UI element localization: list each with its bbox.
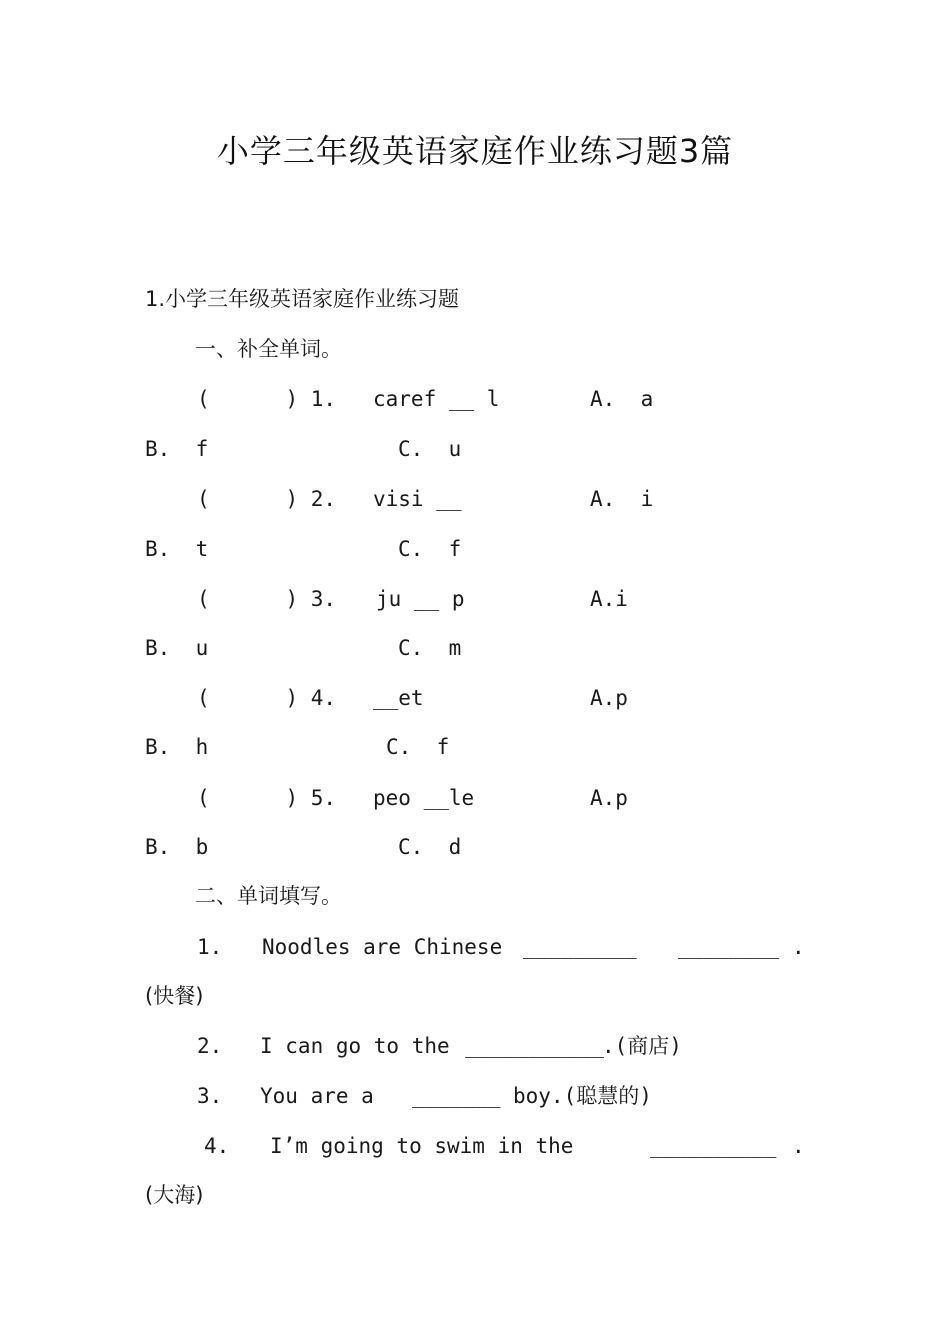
q4-number: 4.: [204, 1134, 230, 1158]
q3-end: boy.(聪慧的): [513, 1084, 652, 1108]
item2-option-b: B. t: [145, 537, 209, 561]
q2-text: I can go to the: [260, 1034, 450, 1058]
item4-option-a: A.p: [590, 686, 628, 710]
item2-number: ( ) 2.: [197, 487, 337, 511]
item3-word: ju __ p: [376, 587, 465, 611]
q1-hint: (快餐): [145, 984, 204, 1008]
q3-blank: _______: [412, 1084, 501, 1108]
item4-option-b: B. h: [145, 735, 209, 759]
item4-number: ( ) 4.: [197, 686, 337, 710]
q1-blank-2: ________: [678, 935, 780, 959]
item2-option-a: A. i: [590, 487, 654, 511]
item4-option-c: C. f: [386, 735, 450, 759]
q1-text: Noodles are Chinese: [262, 935, 503, 959]
item2-word: visi __: [373, 487, 462, 511]
item3-option-a: A.i: [590, 587, 628, 611]
q4-hint: (大海): [145, 1183, 204, 1207]
item1-option-b: B. f: [145, 437, 209, 461]
q4-blank: __________: [650, 1134, 777, 1158]
section1-heading: 一、补全单词。: [195, 337, 342, 361]
q3-text: You are a: [260, 1084, 374, 1108]
item1-number: ( ) 1.: [197, 387, 337, 411]
section2-heading: 二、单词填写。: [195, 884, 342, 908]
q3-number: 3.: [197, 1084, 223, 1108]
item1-option-a: A. a: [590, 387, 654, 411]
q2-blank: ___________: [465, 1034, 605, 1058]
q4-text: I’m going to swim in the: [270, 1134, 574, 1158]
item1-word: caref __ l: [373, 387, 500, 411]
q1-blank-1: _________: [523, 935, 637, 959]
q2-end: .(商店): [602, 1034, 682, 1058]
document-title: 小学三年级英语家庭作业练习题3篇: [216, 132, 734, 170]
item3-option-b: B. u: [145, 636, 209, 660]
item1-option-c: C. u: [398, 437, 462, 461]
q2-number: 2.: [197, 1034, 223, 1058]
item5-option-c: C. d: [398, 835, 462, 859]
item3-number: ( ) 3.: [197, 587, 337, 611]
item2-option-c: C. f: [398, 537, 462, 561]
q1-number: 1.: [197, 935, 223, 959]
item5-option-b: B. b: [145, 835, 209, 859]
item5-number: ( ) 5.: [197, 786, 337, 810]
item3-option-c: C. m: [398, 636, 462, 660]
q4-end: .: [792, 1134, 805, 1158]
item4-word: __et: [373, 686, 424, 710]
item5-word: peo __le: [373, 786, 475, 810]
item5-option-a: A.p: [590, 786, 628, 810]
article-heading: 1.小学三年级英语家庭作业练习题: [145, 287, 460, 311]
q1-end: .: [792, 935, 805, 959]
